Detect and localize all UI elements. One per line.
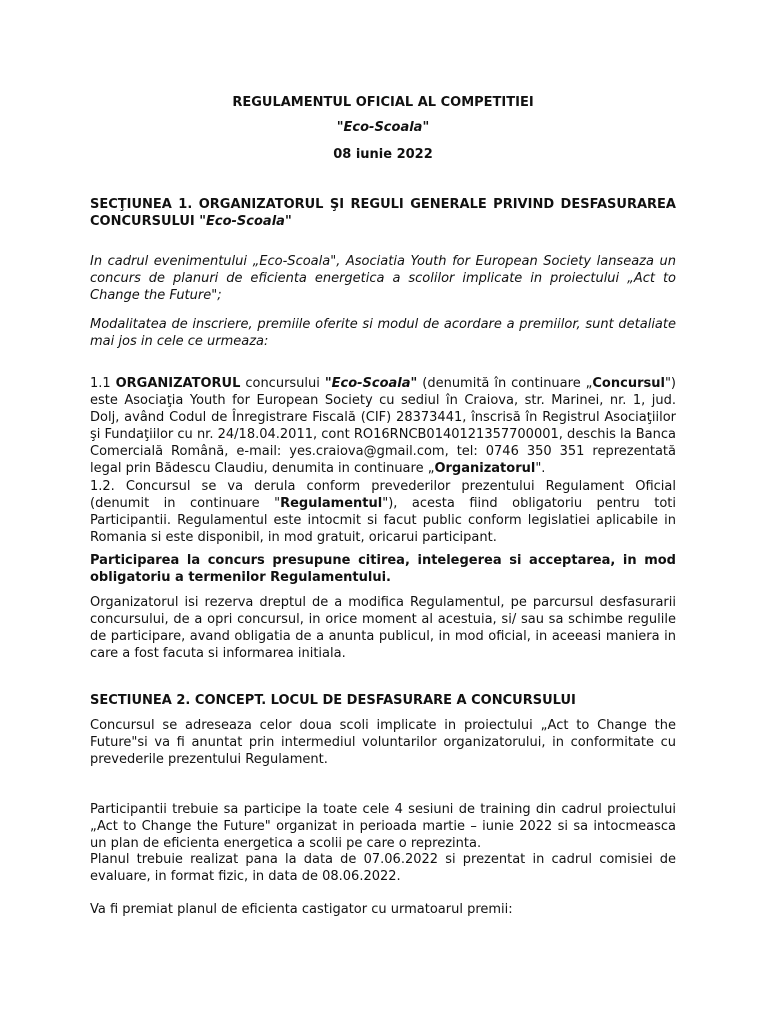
section-2-heading: SECTIUNEA 2. CONCEPT. LOCUL DE DESFASURARE A CONCURSULUI	[90, 693, 576, 708]
p11-text-3: ") este Asociaţia Youth for European Society cu sediul în Craiova, str. Marinei, nr. 1, jud. Dolj, având Codul de Înregistrare Fiscală (CIF) 28373441, înscrisă în Registrul Asociaţiilor şi Fundaţiilor cu nr. 24/18.04.2011, cont RO16RNCB0140121357700001, deschis la Banca Comercială Română, e-mail: yes.craiova@gmail.com, tel: 0746 350 351 reprezentată legal prin Bădescu Claudiu, denumita in continuare „	[90, 376, 677, 476]
p12-text-1: 1.2. Concursul se va derula conform prevederilor prezentului Regulament Oficial (denumit in continuare "	[90, 479, 676, 511]
competition-name-text: Eco-Scoala	[343, 120, 423, 135]
p11-concursul: Concursul	[592, 376, 665, 391]
section-1-heading-name: Eco-Scoala	[206, 214, 285, 229]
quote-close: "	[422, 120, 430, 135]
modalitate-paragraph: Modalitatea de inscriere, premiile oferite si modul de acordare a premiilor, sunt detaliate mai jos in cele ce urmeaza:	[90, 317, 676, 349]
intro-paragraph: In cadrul evenimentului „Eco-Scoala", Asociatia Youth for European Society lanseaza un concurs de planuri de eficienta energetica a scolilor implicate in proiectului „Act to Change the Future";	[90, 254, 676, 303]
p11-text-4: ".	[535, 461, 546, 476]
document-date: 08 iunie 2022	[333, 147, 433, 162]
p11-text-2: (denumită în continuare „	[417, 376, 593, 391]
participation-notice: Participarea la concurs presupune citirea, intelegerea si acceptarea, in mod obligatoriu a termenilor Regulamentului.	[90, 553, 676, 585]
section-2-paragraph-1: Concursul se adreseaza celor doua scoli implicate in proiectului „Act to Change the Future"si va fi anuntat prin intermediul voluntarilor organizatorului, in conformitate cu prevederile prezentului Regulament.	[90, 718, 676, 767]
paragraph-1-2	[90, 478, 676, 546]
competition-name	[90, 119, 676, 136]
section-2-paragraph-2: Participantii trebuie sa participe la toate cele 4 sesiuni de training din cadrul proiectului „Act to Change the Future" organizat in perioada martie – iunie 2022 si sa intocmeasca un plan de eficienta energetica a scolii pe care o reprezinta.	[90, 802, 676, 851]
p11-organizator-label: Organizatorul	[434, 461, 536, 476]
p11-text-1: concursului	[240, 376, 325, 391]
p12-regulamentul: Regulamentul	[280, 496, 383, 511]
section-1-heading-text: SECŢIUNEA 1. ORGANIZATORUL ŞI REGULI GENERALE PRIVIND DESFASURAREA CONCURSULUI "	[90, 197, 676, 229]
paragraph-1-1	[90, 375, 676, 477]
p11-competition-name: "Eco-Scoala"	[324, 376, 418, 391]
rezerva-paragraph: Organizatorul isi rezerva dreptul de a modifica Regulamentul, pe parcursul desfasurarii concursului, de a opri concursul, in orice moment al acestuia, si/ sau sa schimbe regulile de participare, avand obligatia de a anunta publicul, in mod oficial, in aceeasi maniera in care a fost facuta si informarea initiala.	[90, 595, 676, 661]
document-title: REGULAMENTUL OFICIAL AL COMPETITIEI	[232, 95, 534, 110]
section-2-paragraph-3: Planul trebuie realizat pana la data de 07.06.2022 si prezentat in cadrul comisiei de evaluare, in format fizic, in data de 08.06.2022.	[90, 852, 676, 884]
p12-text-2: "), acesta fiind obligatoriu pentru toti Participantii. Regulamentul este intocmit si facut public conform legislatiei aplicabile in Romania si este disponibil, in mod gratuit, oricarui participant.	[90, 496, 676, 545]
section-1-heading-end: "	[284, 214, 292, 229]
p11-organizatorul: ORGANIZATORUL	[115, 376, 241, 391]
section-1-heading	[90, 196, 676, 230]
section-2-paragraph-4: Va fi premiat planul de eficienta castigator cu urmatoarul premii:	[90, 902, 513, 917]
p11-num: 1.1	[90, 376, 116, 391]
quote-open: "	[336, 120, 344, 135]
